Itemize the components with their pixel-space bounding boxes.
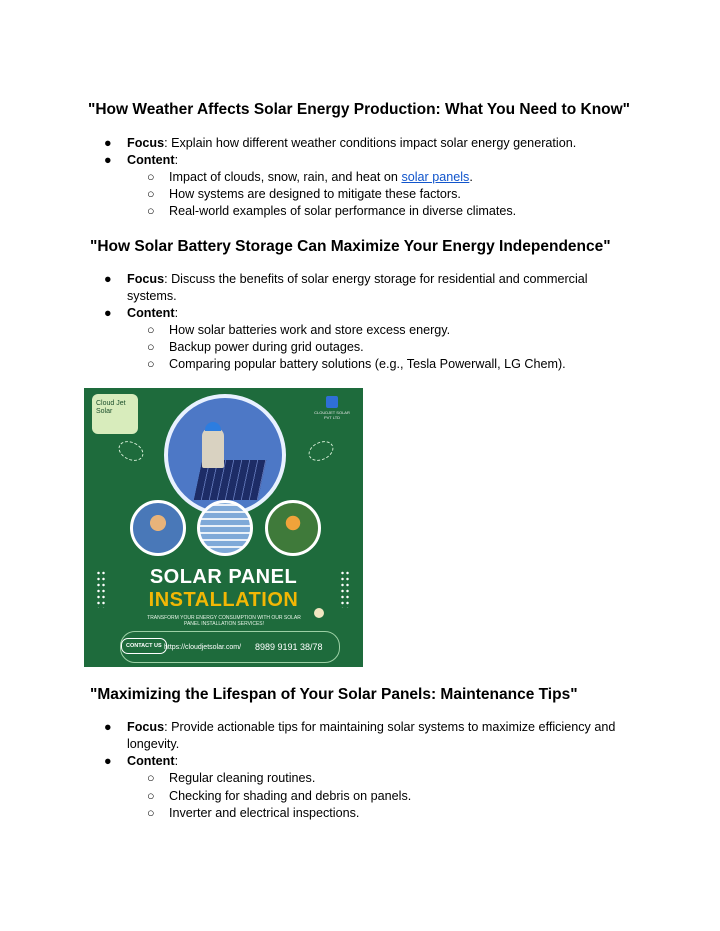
contact-us-badge: CONTACT US	[121, 638, 167, 654]
bullet-icon: ●	[104, 754, 112, 768]
solar-panel-installation-banner	[84, 388, 363, 667]
content-item	[127, 152, 178, 169]
content-label: Content	[127, 754, 175, 768]
helmet-icon	[205, 422, 221, 431]
logo-mark-icon	[326, 396, 338, 408]
section-1-title: "How Weather Affects Solar Energy Production: What You Need to Know"	[88, 101, 631, 118]
sub-bullet-icon: ○	[147, 357, 155, 371]
sub-item: Checking for shading and debris on panels.	[169, 789, 412, 803]
focus-label: Focus	[127, 272, 165, 286]
content-colon: :	[174, 306, 179, 320]
paper-plane-icon	[305, 437, 336, 464]
content-colon: :	[174, 754, 179, 768]
content-item	[127, 305, 178, 322]
sub-item	[169, 169, 473, 186]
focus-text-continued: longevity.	[127, 737, 180, 751]
sub-bullet-icon: ○	[147, 170, 155, 184]
sub-item-punct: .	[469, 170, 473, 184]
focus-label: Focus	[127, 720, 165, 734]
focus-item	[127, 719, 615, 736]
sub-bullet-icon: ○	[147, 204, 155, 218]
bullet-icon: ●	[104, 136, 112, 150]
focus-item	[127, 135, 576, 152]
focus-text: : Discuss the benefits of solar energy storage for residential and commercial	[164, 272, 588, 286]
sub-item-text: Impact of clouds, snow, rain, and heat on	[169, 170, 402, 184]
sub-bullet-icon: ○	[147, 340, 155, 354]
paper-plane-icon	[115, 437, 146, 464]
content-colon: :	[174, 153, 179, 167]
solar-panels-link[interactable]: solar panels	[401, 170, 470, 184]
sub-bullet-icon: ○	[147, 323, 155, 337]
solar-farm-photo	[197, 500, 253, 556]
logo-left-text: Cloud Jet Solar	[96, 400, 126, 415]
sub-bullet-icon: ○	[147, 771, 155, 785]
focus-label: Focus	[127, 136, 165, 150]
content-item	[127, 753, 178, 770]
focus-text-continued: systems.	[127, 289, 177, 303]
bullet-icon: ●	[104, 306, 112, 320]
sub-bullet-icon: ○	[147, 187, 155, 201]
sub-item: Backup power during grid outages.	[169, 340, 364, 354]
bullet-icon: ●	[104, 272, 112, 286]
logo-right-text: CLOUDJET SOLAR PVT LTD	[314, 410, 350, 420]
bullet-icon: ●	[104, 153, 112, 167]
banner-title-line2: INSTALLATION	[148, 589, 299, 611]
sub-bullet-icon: ○	[147, 806, 155, 820]
sub-item: How systems are designed to mitigate these factors.	[169, 187, 461, 201]
sub-bullet-icon: ○	[147, 789, 155, 803]
sub-item: Real-world examples of solar performance in diverse climates.	[169, 204, 517, 218]
sub-item: Comparing popular battery solutions (e.g., Tesla Powerwall, LG Chem).	[169, 357, 566, 371]
lightbulb-icon	[314, 608, 324, 618]
banner-subtitle: TRANSFORM YOUR ENERGY CONSUMPTION WITH OUR SOLAR PANEL INSTALLATION SERVICES!	[147, 615, 301, 627]
section-3-title: "Maximizing the Lifespan of Your Solar Panels: Maintenance Tips"	[90, 686, 578, 703]
content-label: Content	[127, 306, 175, 320]
technician-photo	[265, 500, 321, 556]
rooftop-photo	[130, 500, 186, 556]
phone-number: 8989 9191 38/78	[255, 642, 323, 652]
banner-title-line1: SOLAR PANEL	[149, 566, 298, 588]
content-label: Content	[127, 153, 175, 167]
website-url: https://cloudjetsolar.com/	[164, 644, 242, 651]
sub-item: Inverter and electrical inspections.	[169, 806, 360, 820]
worker-figure	[202, 428, 224, 468]
section-2-title: "How Solar Battery Storage Can Maximize Your Energy Independence"	[90, 238, 611, 255]
sub-item: How solar batteries work and store excess energy.	[169, 323, 451, 337]
focus-text: : Provide actionable tips for maintaining solar systems to maximize efficiency and	[164, 720, 616, 734]
focus-item	[127, 271, 588, 288]
company-logo	[310, 396, 354, 422]
focus-text: : Explain how different weather conditions impact solar energy generation.	[164, 136, 577, 150]
cloudjet-logo	[92, 394, 138, 434]
bullet-icon: ●	[104, 720, 112, 734]
sub-item: Regular cleaning routines.	[169, 771, 316, 785]
